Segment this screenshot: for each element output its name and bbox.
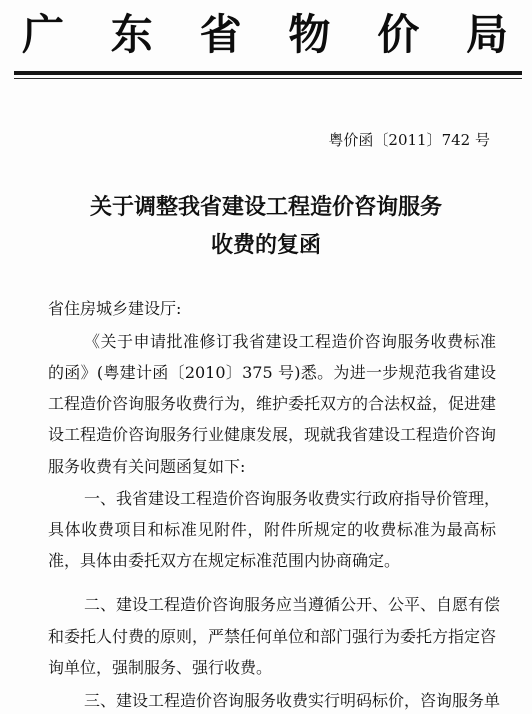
recipient: 省住房城乡建设厅: — [48, 299, 182, 318]
body-line: 具体收费项目和标准见附件，附件所规定的收费标准为最高标 — [48, 520, 496, 539]
document-title-line-2: 收费的复函 — [210, 232, 321, 258]
document-number: 粤价函〔2011〕742 号 — [328, 131, 490, 149]
body-line: 《关于申请批准修订我省建设工程造价咨询服务收费标准 — [84, 332, 496, 351]
body-line: 二、建设工程造价咨询服务应当遵循公开、公平、自愿有偿 — [84, 595, 501, 614]
header-char: 东 — [110, 10, 153, 59]
header-char: 省 — [199, 10, 242, 59]
header-char: 局 — [465, 10, 508, 59]
header-char: 物 — [288, 10, 331, 59]
body-line: 工程造价咨询服务收费行为，维护委托双方的合法权益，促进建 — [48, 394, 497, 413]
body-line: 的函》(粤建计函〔2010〕375 号)悉。为进一步规范我省建设 — [48, 363, 496, 382]
header-char: 广 — [22, 10, 65, 59]
body-line: 三、建设工程造价咨询服务收费实行明码标价，咨询服务单 — [84, 691, 501, 710]
header-divider-thick — [14, 71, 522, 75]
body-line: 服务收费有关问题函复如下: — [48, 457, 246, 476]
body-line: 设工程造价咨询服务行业健康发展，现就我省建设工程造价咨询 — [48, 425, 497, 444]
body-line: 和委托人付费的原则，严禁任何单位和部门强行为委托方指定咨 — [48, 627, 497, 646]
body-line: 一、我省建设工程造价咨询服务收费实行政府指导价管理， — [84, 489, 501, 508]
body-line: 询单位，强制服务、强行收费。 — [48, 658, 273, 677]
body-line: 准，具体由委托双方在规定标准范围内协商确定。 — [48, 551, 401, 570]
issuing-authority-header — [22, 6, 508, 64]
document-title-line-1: 关于调整我省建设工程造价咨询服务 — [89, 194, 442, 220]
header-char: 价 — [377, 10, 420, 59]
header-divider-thin — [14, 78, 522, 79]
